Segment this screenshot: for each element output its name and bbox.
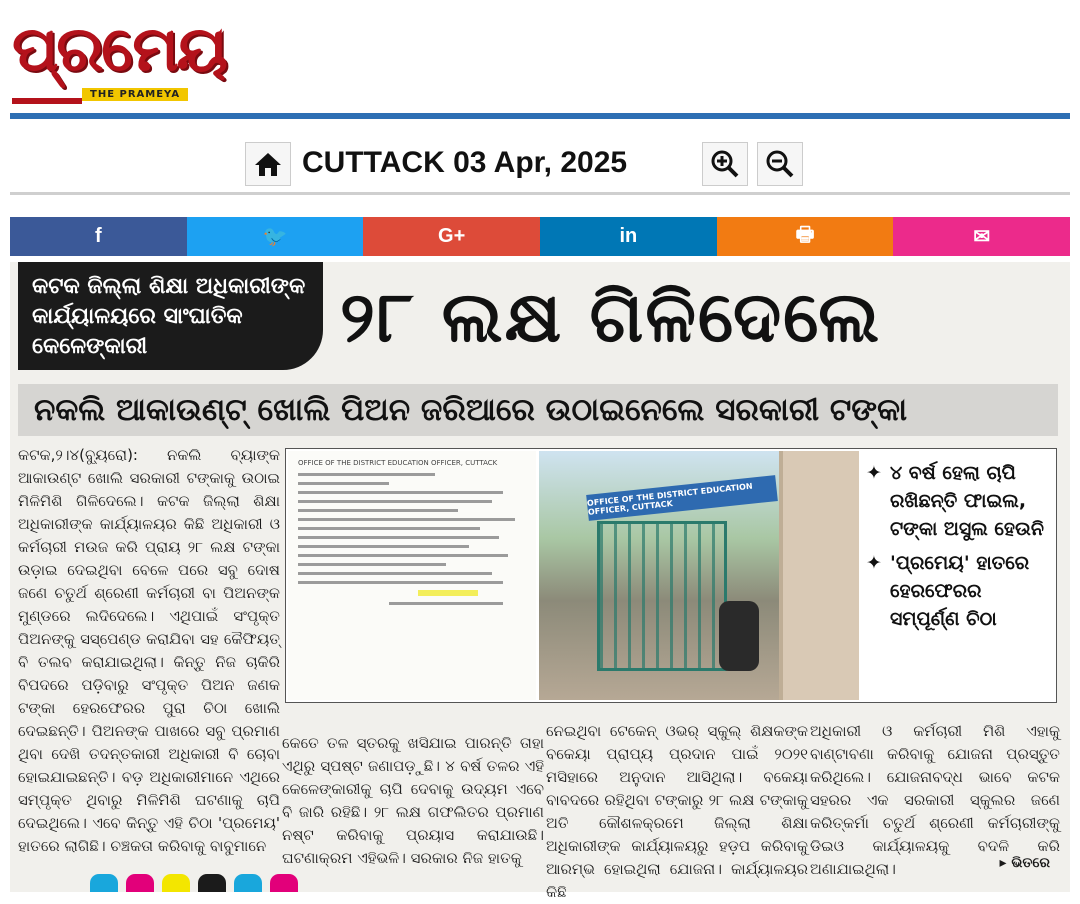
google-plus-icon: G+ <box>438 225 466 247</box>
prameya-logo[interactable] <box>12 14 264 100</box>
share-email-button[interactable] <box>893 217 1070 256</box>
photo-block <box>285 448 1057 703</box>
logo-subtitle: THE PRAMEYA <box>82 88 188 101</box>
article-column-3: ନେଇଥିବା ଟେକେନ୍ ଓଭର୍ ସ୍କୁଲ୍ ଶିକ୍ଷକଙ୍କ ବକେୟା ପ୍ରାପ୍ୟ ପ୍ରଦାନ ପାଇଁ ୨୦୨୧ ମସିହାରେ ଅନୁଦାନ ଆସିଥିଲା। ବକେୟା ବାବଦରେ ରହିଥିବା ଟଙ୍କାରୁ ୨୮ ଲକ୍ଷ ଟଙ୍କାକୁ ଅତି କୌଶଳକ୍ରମେ ଜିଲ୍ଲା ଶିକ୍ଷା ଅଧିକାରୀଙ୍କ କାର୍ଯ୍ୟାଳୟରୁ ହଡ଼ପ କରିବାକୁ ଆରମ୍ଭ ହୋଇଥିଲା ଯୋଜନା। କାର୍ଯ୍ୟାଳୟର କିଛି <box>546 722 808 901</box>
home-button[interactable] <box>245 142 291 186</box>
zoom-out-icon <box>765 149 795 179</box>
registration-mark <box>162 874 190 892</box>
edition-bar <box>0 140 1080 190</box>
registration-mark <box>90 874 118 892</box>
header-divider <box>10 113 1070 119</box>
share-google-plus-button[interactable] <box>363 217 540 256</box>
bullet-text: 'ପ୍ରମେୟ' ହାତରେ ହେରଫେରର ସମ୍ପୂର୍ଣ୍ଣ ଚିଠା <box>890 552 1030 630</box>
facebook-icon: f <box>95 225 102 247</box>
twitter-icon: 🐦 <box>262 226 288 248</box>
share-print-button[interactable] <box>717 217 894 256</box>
office-signboard: OFFICE OF THE DISTRICT EDUCATION OFFICER, CUTTACK <box>586 475 778 521</box>
bullet-item <box>866 459 1054 543</box>
motorcycle-image <box>719 601 759 671</box>
article-column-4: ଅଧିକାରୀ ଓ କର୍ମଚାରୀ ମିଶି ଏହାକୁ ବାଣ୍ଟାବଣା କରିବାକୁ ଯୋଜନା ପ୍ରସ୍ତୁତ କରିଥିଲେ। ଯୋଜନାବଦ୍ଧ ଭାବେ କଟକ ସହରର ଏକ ସରକାରୀ ସ୍କୁଲର ଜଣେ କରିତ୍କର୍ମା ଚତୁର୍ଥ ଶ୍ରେଣୀ କର୍ମଚାରୀଙ୍କୁ ଡିଇଓ କାର୍ଯ୍ୟାଳୟକୁ ବଦଳି କରି ଅଣାଯାଇଥିଲା। <box>810 722 1060 878</box>
headline-kicker: କଟକ ଜିଲ୍ଲା ଶିକ୍ଷା ଅଧିକାରୀଙ୍କ କାର୍ଯ୍ୟାଳୟରେ ସାଂଘାତିକ କେଳେଙ୍କାରୀ <box>18 262 323 370</box>
document-header: OFFICE OF THE DISTRICT EDUCATION OFFICER, CUTTACK <box>298 459 498 467</box>
print-icon: 🖶 <box>795 223 815 246</box>
headline: ୨୮ ଲକ୍ଷ ଗିଳିଦେଲେ <box>340 276 882 358</box>
zoom-in-icon <box>710 149 740 179</box>
registration-marks <box>90 874 298 892</box>
edition-date: CUTTACK 03 Apr, 2025 <box>302 146 628 179</box>
news-clipping <box>10 262 1070 901</box>
subheadline: ନକଲି ଆକାଉଣ୍ଟ୍ ଖୋଲି ପିଅନ ଜରିଆରେ ଉଠାଇନେଲେ ସରକାରୀ ଟଙ୍କା <box>18 384 1058 436</box>
share-twitter-button[interactable] <box>187 217 364 256</box>
home-icon <box>253 150 283 178</box>
logo-title: ପ୍ରମେୟ <box>12 12 226 85</box>
office-photo <box>539 451 859 700</box>
linkedin-icon: in <box>619 225 638 247</box>
gate-image <box>597 521 727 671</box>
wall-image <box>779 451 859 700</box>
bullet-item <box>866 549 1054 633</box>
document-image <box>288 451 536 700</box>
star-icon: ✦ <box>866 462 882 484</box>
article-column-2: କେତେ ତଳ ସ୍ତରକୁ ଖସିଯାଇ ପାରନ୍ତି ତାହା ଏଥିରୁ ସ୍ପଷ୍ଟ ଜଣାପଡ଼ୁଛି। ୪ ବର୍ଷ ତଳର ଏହି କେଳେଙ୍କାରୀକୁ ଚାପି ଦେବାକୁ ଉଦ୍ୟମ ଏବେ ବି ଜାରି ରହିଛି। ୨୮ ଲକ୍ଷ ଗଫଲିତର ପ୍ରମାଣ ନଷ୍ଟ କରିବାକୁ ପ୍ରୟାସ କରାଯାଉଛି। ଘଟଣାକ୍ରମ ଏହିଭଳି। ସରକାର ନିଜ ହାତକୁ <box>282 734 544 867</box>
registration-mark <box>234 874 262 892</box>
date-divider <box>10 192 1070 195</box>
zoom-out-button[interactable] <box>757 142 803 186</box>
masthead <box>0 0 1080 120</box>
star-icon: ✦ <box>866 552 882 574</box>
email-icon: ✉ <box>973 226 991 248</box>
share-bar <box>10 217 1070 256</box>
registration-mark <box>198 874 226 892</box>
registration-mark <box>126 874 154 892</box>
logo-underline <box>12 98 82 104</box>
registration-mark <box>270 874 298 892</box>
share-facebook-button[interactable] <box>10 217 187 256</box>
zoom-in-button[interactable] <box>702 142 748 186</box>
bullet-text: ୪ ବର୍ଷ ହେଲା ଚାପି ରଖିଛନ୍ତି ଫାଇଲ, ଟଙ୍କା ଅସୁଲ ହେଉନି <box>890 462 1044 540</box>
article-column-1: କଟକ,୨।୪(ବ୍ୟୁରୋ): ନକଲି ବ୍ୟାଙ୍କ ଆକାଉଣ୍ଟ ଖୋଲି ସରକାରୀ ଟଙ୍କାକୁ ଉଠାଇ ମିଳିମିଶି ଗିଳିଦେଲେ। କଟକ ଜିଲ୍ଲା ଶିକ୍ଷା ଅଧିକାରୀଙ୍କ କାର୍ଯ୍ୟାଳୟର କିଛି ଅଧିକାରୀ ଓ କର୍ମଚାରୀ ମଉଜ କରି ପ୍ରାୟ ୨୮ ଲକ୍ଷ ଟଙ୍କା ଉଡ଼ାଇ ଦେଇଥିବା ବେଳେ ପରେ ସବୁ ଦୋଷ ଜଣେ ଚତୁର୍ଥ ଶ୍ରେଣୀ କର୍ମଚାରୀ ବା ପିଅନଙ୍କ ମୁଣ୍ଡରେ ଲଦିଦେଲେ। ଏଥିପାଇଁ ସଂପୃକ୍ତ ପିଅନଙ୍କୁ ସସ୍ପେଣ୍ଡ କରାଯିବା ସହ କୈଫିୟତ୍ ବି ତଲବ କରାଯାଇଥିଲା। କିନ୍ତୁ ନିଜ ଚାକିରି ବିପଦରେ ପଡ଼ିବାରୁ ସଂପୃକ୍ତ ପିଅନ ଜଣକ ଟଙ୍କା ହେରଫେରର ପୁରା ଚିଠା ଖୋଲି ଦେଇଛନ୍ତି। ପିଅନଙ୍କ ପାଖରେ ସବୁ ପ୍ରମାଣ ଥିବା ଦେଖି ତଦନ୍ତକାରୀ ଅଧିକାରୀ ବି ଚୋବା ହୋଇଯାଇଛନ୍ତି। ବଡ଼ ଅଧିକାରୀମାନେ ଏଥିରେ ସମ୍ପୃକ୍ତ ଥିବାରୁ ମିଳିମିଶି ଘଟଣାକୁ ଚାପି ଦେଇଥିଲେ। ଏବେ କିନ୍ତୁ ଏହି ଚିଠା 'ପ୍ରମେୟ' ହାତରେ ଲାଗିଛି। ଚଞ୍ଚକତା କରିବାକୁ ବାବୁମାନେ <box>18 446 280 855</box>
continued-label: ▸ ଭିତରେ <box>999 855 1050 871</box>
highlight-bullets <box>866 459 1054 639</box>
share-linkedin-button[interactable] <box>540 217 717 256</box>
